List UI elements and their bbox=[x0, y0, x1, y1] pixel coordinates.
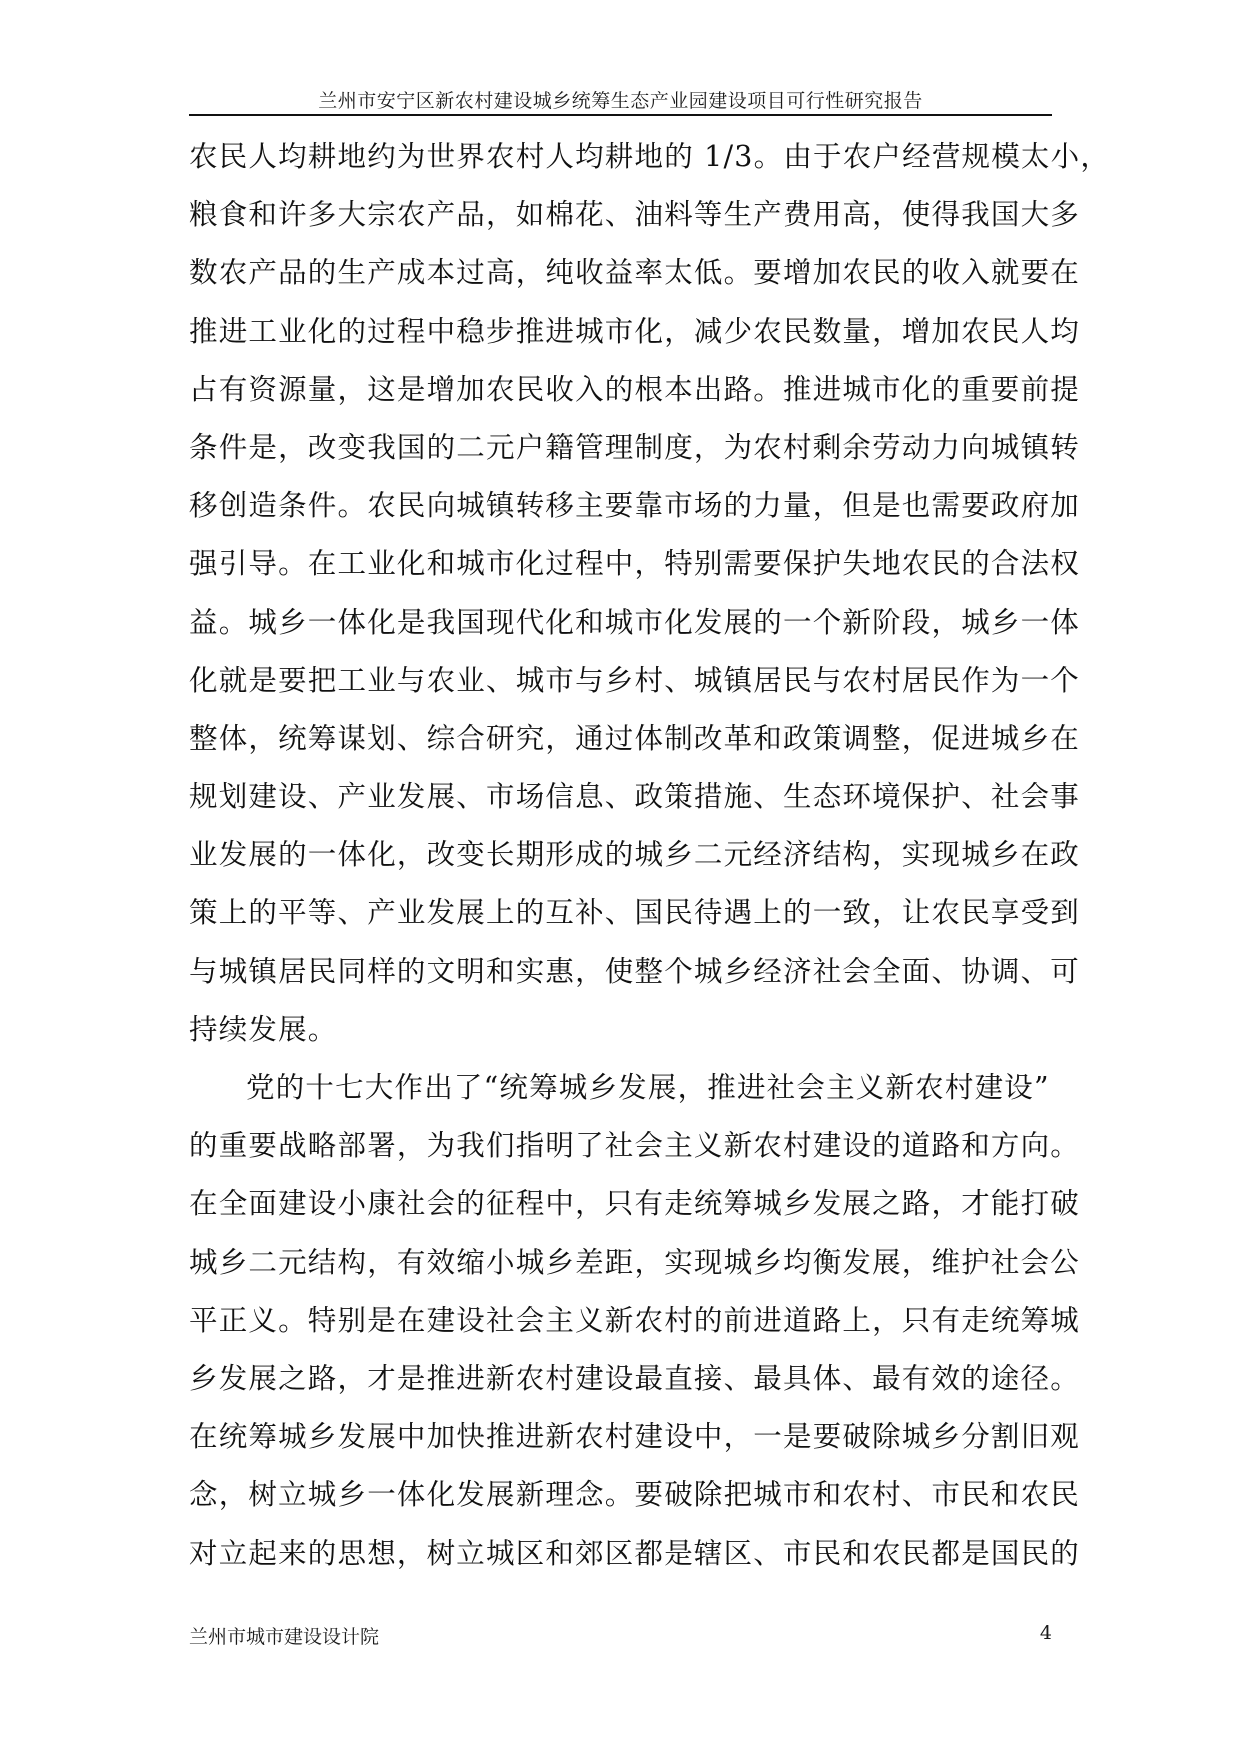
text-line: 推进工业化的过程中稳步推进城市化，减少农民数量，增加农民人均 bbox=[189, 314, 1081, 348]
text-line: 念，树立城乡一体化发展新理念。要破除把城市和农村、市民和农民 bbox=[189, 1478, 1081, 1512]
text-line: 业发展的一体化，改变长期形成的城乡二元经济结构，实现城乡在政 bbox=[189, 838, 1081, 872]
text-line: 乡发展之路，才是推进新农村建设最直接、最具体、最有效的途径。 bbox=[189, 1361, 1081, 1395]
page-footer bbox=[189, 1622, 1052, 1650]
text-line: 数农产品的生产成本过高，纯收益率太低。要增加农民的收入就要在 bbox=[189, 256, 1081, 290]
text-line: 农民人均耕地约为世界农村人均耕地的 1/3。由于农户经营规模太小， bbox=[189, 140, 1111, 173]
text-line: 策上的平等、产业发展上的互补、国民待遇上的一致，让农民享受到 bbox=[189, 896, 1081, 930]
footer-organization: 兰州市城市建设设计院 bbox=[189, 1626, 380, 1648]
text-line: 平正义。特别是在建设社会主义新农村的前进道路上，只有走统筹城 bbox=[189, 1303, 1081, 1337]
text-line: 强引导。在工业化和城市化过程中，特别需要保护失地农民的合法权 bbox=[189, 547, 1081, 581]
text-line: 益。城乡一体化是我国现代化和城市化发展的一个新阶段，城乡一体 bbox=[189, 605, 1081, 639]
text-line: 条件是，改变我国的二元户籍管理制度，为农村剩余劳动力向城镇转 bbox=[189, 430, 1081, 464]
text-line: 的重要战略部署，为我们指明了社会主义新农村建设的道路和方向。 bbox=[189, 1129, 1081, 1163]
page-header: 兰州市安宁区新农村建设城乡统筹生态产业园建设项目可行性研究报告 bbox=[318, 90, 923, 112]
text-line: 城乡二元结构，有效缩小城乡差距，实现城乡均衡发展，维护社会公 bbox=[189, 1245, 1081, 1279]
page-number: 4 bbox=[1039, 1622, 1052, 1644]
text-line: 整体，统筹谋划、综合研究，通过体制改革和政策调整，促进城乡在 bbox=[189, 721, 1081, 755]
text-line: 占有资源量，这是增加农民收入的根本出路。推进城市化的重要前提 bbox=[189, 372, 1081, 406]
body-text bbox=[189, 128, 1111, 1583]
text-line: 化就是要把工业与农业、城市与乡村、城镇居民与农村居民作为一个 bbox=[189, 663, 1081, 697]
text-line: 持续发展。 bbox=[189, 1012, 338, 1046]
text-line: 对立起来的思想，树立城区和郊区都是辖区、市民和农民都是国民的 bbox=[189, 1536, 1081, 1570]
text-line: 在全面建设小康社会的征程中，只有走统筹城乡发展之路，才能打破 bbox=[189, 1187, 1081, 1221]
paragraph-first-line: 党的十七大作出了“统筹城乡发展，推进社会主义新农村建设” bbox=[246, 1071, 1050, 1104]
header-rule bbox=[189, 114, 1052, 116]
text-line: 粮食和许多大宗农产品，如棉花、油料等生产费用高，使得我国大多 bbox=[189, 198, 1081, 232]
text-line: 移创造条件。农民向城镇转移主要靠市场的力量，但是也需要政府加 bbox=[189, 489, 1081, 523]
text-line: 与城镇居民同样的文明和实惠，使整个城乡经济社会全面、协调、可 bbox=[189, 954, 1081, 988]
text-line: 在统筹城乡发展中加快推进新农村建设中，一是要破除城乡分割旧观 bbox=[189, 1420, 1081, 1454]
text-line: 规划建设、产业发展、市场信息、政策措施、生态环境保护、社会事 bbox=[189, 780, 1081, 814]
